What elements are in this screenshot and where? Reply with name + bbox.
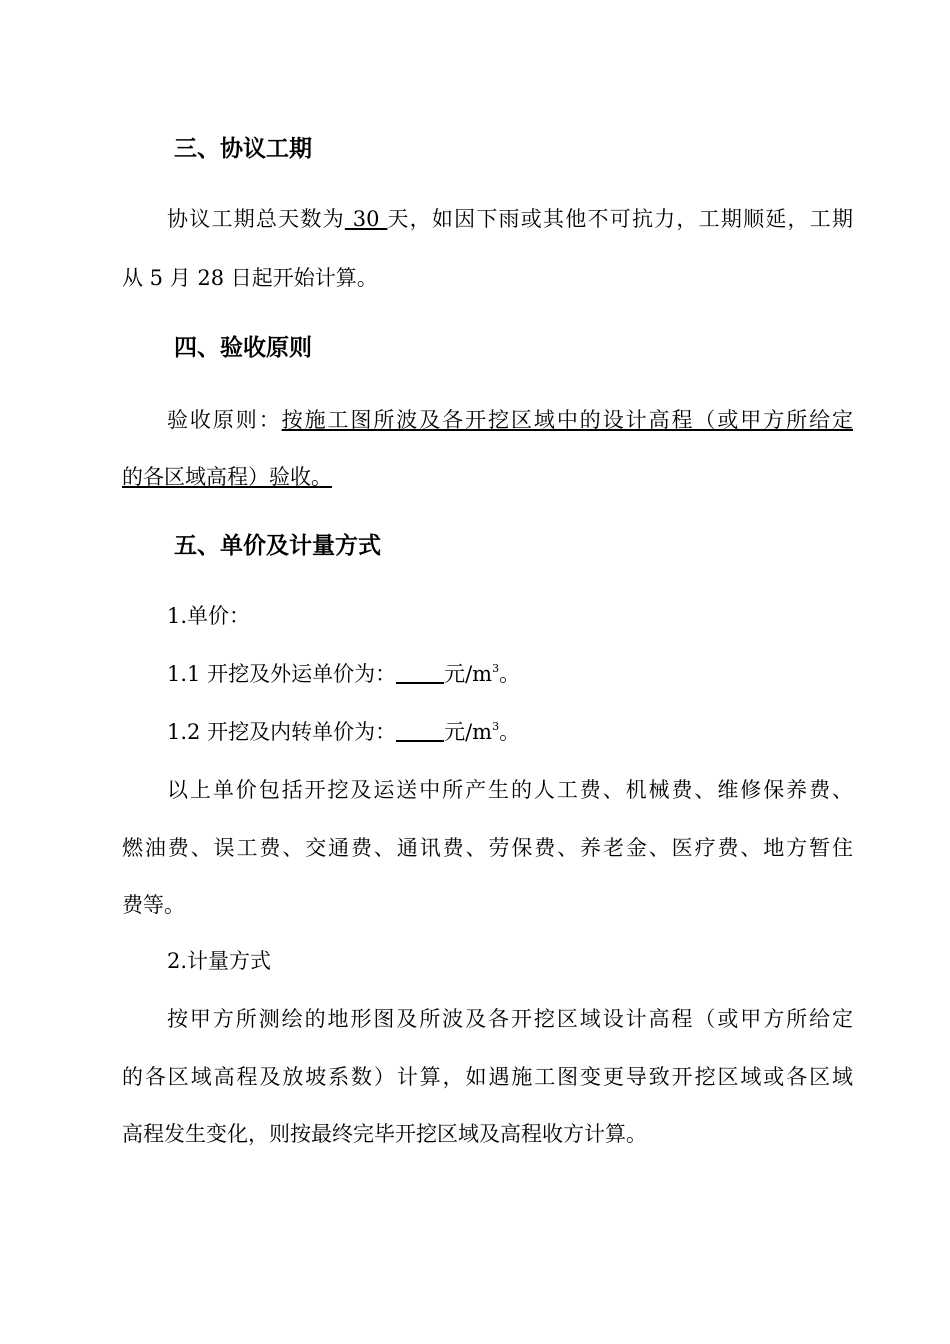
item-1-1-unit: 元/m bbox=[444, 662, 493, 686]
item-1-1-blank-field bbox=[396, 662, 444, 684]
acceptance-underlined-text-2: 的各区域高程）验收。 bbox=[122, 465, 332, 489]
item-1-2-label: 1.2 开挖及内转单价为： bbox=[167, 720, 397, 744]
price-includes-line-2: 燃油费、误工费、交通费、通讯费、劳保费、养老金、医疗费、地方暂住 bbox=[122, 836, 853, 860]
item-1-2-cube-sup: 3 bbox=[492, 720, 500, 733]
section-heading-unit-price: 五、单价及计量方式 bbox=[174, 533, 381, 559]
measurement-line-2: 的各区域高程及放坡系数）计算，如遇施工图变更导致开挖区域或各区域 bbox=[122, 1065, 853, 1089]
unit-price-title: 1.单价： bbox=[167, 604, 251, 628]
unit-price-item-1-1 bbox=[167, 659, 520, 689]
acceptance-underlined-text-1: 按施工图所波及各开挖区域中的设计高程（或甲方所给定 bbox=[281, 408, 853, 432]
item-1-2-unit: 元/m bbox=[444, 720, 493, 744]
item-1-1-label: 1.1 开挖及外运单价为： bbox=[167, 662, 397, 686]
unit-price-item-1-2 bbox=[167, 717, 520, 747]
item-1-2-period: 。 bbox=[499, 720, 521, 744]
section-heading-acceptance: 四、验收原则 bbox=[174, 335, 312, 361]
duration-days-value: 30 bbox=[344, 207, 388, 231]
measurement-title: 2.计量方式 bbox=[167, 949, 272, 973]
duration-paragraph-line-2: 从 5 月 28 日起开始计算。 bbox=[122, 266, 378, 290]
measurement-line-1: 按甲方所测绘的地形图及所波及各开挖区域设计高程（或甲方所给定 bbox=[167, 1007, 853, 1031]
item-1-2-blank-field bbox=[396, 720, 444, 742]
duration-paragraph-line-1 bbox=[167, 204, 853, 234]
acceptance-paragraph-line-2 bbox=[122, 462, 344, 492]
price-includes-line-3: 费等。 bbox=[122, 893, 185, 917]
item-1-1-cube-sup: 3 bbox=[492, 662, 500, 675]
acceptance-label: 验收原则： bbox=[167, 408, 282, 432]
duration-text-b: 天，如因下雨或其他不可抗力，工期顺延，工期 bbox=[387, 207, 854, 231]
price-includes-line-1: 以上单价包括开挖及运送中所产生的人工费、机械费、维修保养费、 bbox=[167, 778, 853, 802]
duration-text-a: 协议工期总天数为 bbox=[167, 207, 345, 231]
acceptance-paragraph-line-1 bbox=[167, 405, 853, 435]
section-heading-duration: 三、协议工期 bbox=[174, 136, 312, 162]
measurement-line-3: 高程发生变化，则按最终完毕开挖区域及高程收方计算。 bbox=[122, 1122, 647, 1146]
item-1-1-period: 。 bbox=[499, 662, 521, 686]
